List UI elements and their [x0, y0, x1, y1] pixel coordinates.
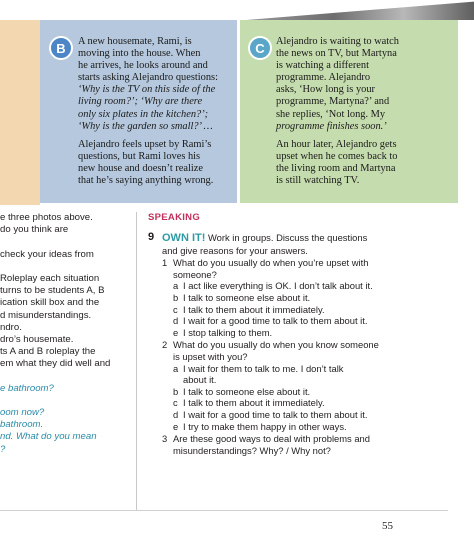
option-text: about it. — [183, 374, 217, 386]
option-text: I talk to them about it immediately. — [183, 397, 325, 409]
option-letter: a — [173, 280, 179, 292]
panel_b-line: that he’s saying anything wrong. — [78, 175, 214, 187]
left-column-line: ndro. — [0, 321, 22, 333]
option-text: I try to make them happy in other ways. — [183, 420, 347, 432]
question-text: What do you usually do when you’re upset with — [173, 257, 369, 269]
speaking-heading: SPEAKING — [148, 212, 201, 223]
left-column-line: e three photos above. — [0, 212, 93, 223]
question-item — [148, 257, 448, 280]
question-number: 2 — [162, 339, 168, 351]
left-column-line — [0, 236, 140, 248]
question-text: is upset with you? — [173, 350, 248, 362]
option-text: I wait for them to talk to me. I don’t talk — [183, 362, 344, 374]
question-item — [148, 433, 448, 456]
answer-option — [148, 315, 448, 327]
answer-option — [148, 280, 448, 292]
question-text: Are these good ways to deal with problems and — [173, 433, 370, 445]
photo-c-panel — [240, 20, 458, 203]
left-column-text — [0, 212, 140, 456]
instruction-line-2: and give reasons for your answers. — [162, 244, 308, 256]
option-letter: b — [173, 291, 179, 303]
question-number: 3 — [162, 433, 168, 445]
question-number: 1 — [162, 257, 168, 269]
option-text: I wait for a good time to talk to them about it. — [183, 408, 368, 420]
answer-option — [148, 421, 448, 433]
left-column-line: do you think are — [0, 224, 69, 236]
panel-c-paragraph-1 — [276, 36, 451, 133]
panel_b-line: ‘Why is the garden so small?’ … — [78, 120, 213, 132]
panel-c-text — [276, 36, 451, 193]
instruction-line-1: Work in groups. Discuss the questions — [208, 232, 368, 243]
answer-option — [148, 386, 448, 398]
left-column-line: Roleplay each situation — [0, 272, 100, 284]
exercise-header — [148, 232, 448, 256]
question-item — [148, 339, 448, 362]
option-letter: d — [173, 315, 179, 327]
panel_b-line: Alejandro feels upset by Rami’s — [78, 138, 212, 150]
panel_b-line: starts asking Alejandro questions: — [78, 72, 218, 84]
panel-b-paragraph-2 — [78, 139, 230, 187]
option-text: I talk to someone else about it. — [183, 291, 311, 303]
left-column-line — [0, 261, 140, 273]
left-column-line: oom now? — [0, 407, 45, 418]
panel-c-paragraph-2 — [276, 139, 451, 187]
left-column-line: d misunderstandings. — [0, 309, 92, 321]
panel_c-line: Alejandro is waiting to watch — [276, 36, 399, 47]
left-column-line: ts A and B roleplay the — [0, 346, 96, 358]
label-b-badge: B — [49, 36, 73, 60]
question-text: What do you usually do when you know someone — [173, 339, 379, 351]
left-column-line: em what they did well and — [0, 358, 111, 370]
column-divider — [136, 212, 137, 510]
panel_b-line: new house and doesn’t realize — [78, 162, 204, 174]
panel-b-text — [78, 36, 230, 193]
answer-option — [148, 409, 448, 421]
option-text: I act like everything is OK. I don’t talk about it. — [183, 280, 373, 292]
panel_c-line: the living room and Martyna — [276, 162, 396, 174]
panel_b-line: living room?’; ‘Why are there — [78, 96, 203, 108]
option-letter: b — [173, 385, 179, 397]
photo-a-edge — [0, 0, 40, 205]
option-letter: c — [173, 397, 178, 409]
panel_b-line: A new housemate, Rami, is — [78, 36, 192, 47]
option-letter: e — [173, 326, 179, 338]
panel_c-line: is still watching TV. — [276, 175, 360, 187]
left-column-line: e bathroom? — [0, 382, 54, 394]
option-letter: c — [173, 303, 178, 315]
left-column-line: check your ideas from — [0, 248, 94, 260]
label-c-badge: C — [248, 36, 272, 60]
bottom-rule — [0, 510, 448, 511]
option-text: I talk to someone else about it. — [183, 385, 311, 397]
question-list — [148, 257, 448, 456]
page-number: 55 — [382, 520, 393, 532]
panel_c-line: she replies, ‘Not long. My — [276, 108, 386, 120]
left-column-line: nd. What do you mean — [0, 431, 97, 443]
left-column-line: ication skill box and the — [0, 297, 100, 309]
panel_c-line: programme, Martyna?’ and — [276, 96, 390, 108]
panel_c-line: is watching a different — [276, 60, 370, 72]
option-text: I talk to them about it immediately. — [183, 303, 325, 315]
left-column-line: dro’s housemate. — [0, 333, 74, 345]
speaking-exercise — [148, 232, 448, 456]
panel_b-line: ‘Why is the TV on this side of the — [78, 84, 216, 96]
own-it-label: OWN IT! — [162, 232, 206, 244]
left-column-line: turns to be students A, B — [0, 285, 105, 297]
answer-option — [148, 363, 448, 386]
panel_c-line: programme. Alejandro — [276, 72, 371, 84]
option-text: I wait for a good time to talk to them about it. — [183, 315, 368, 327]
panel_c-line: programme finishes soon.’ — [276, 120, 387, 132]
answer-option — [148, 304, 448, 316]
question-text: someone? — [173, 268, 217, 280]
panel_c-line: upset when he comes back to — [276, 150, 398, 162]
panel_b-line: questions, but Rami loves his — [78, 150, 201, 162]
left-column-line — [0, 370, 140, 382]
answer-option — [148, 327, 448, 339]
panel_c-line: the news on TV, but Martyna — [276, 48, 397, 60]
answer-option — [148, 292, 448, 304]
left-column-line: bathroom. — [0, 419, 44, 431]
panel_c-line: An hour later, Alejandro gets — [276, 138, 397, 150]
option-text: I stop talking to them. — [183, 326, 273, 338]
option-letter: a — [173, 362, 179, 374]
panel-b-paragraph-1 — [78, 36, 230, 133]
panel_c-line: asks, ‘How long is your — [276, 84, 375, 96]
panel_b-line: only six plates in the kitchen?’; — [78, 108, 209, 120]
answer-option — [148, 397, 448, 409]
left-column-line — [0, 395, 140, 407]
panel_b-line: he arrives, he looks around and — [78, 60, 208, 72]
option-letter: d — [173, 408, 179, 420]
left-column-line: ? — [0, 443, 6, 455]
exercise-number: 9 — [148, 231, 155, 243]
panel_b-line: moving into the house. When — [78, 48, 201, 60]
option-letter: e — [173, 420, 179, 432]
question-text: misunderstandings? Why? / Why not? — [173, 444, 331, 456]
